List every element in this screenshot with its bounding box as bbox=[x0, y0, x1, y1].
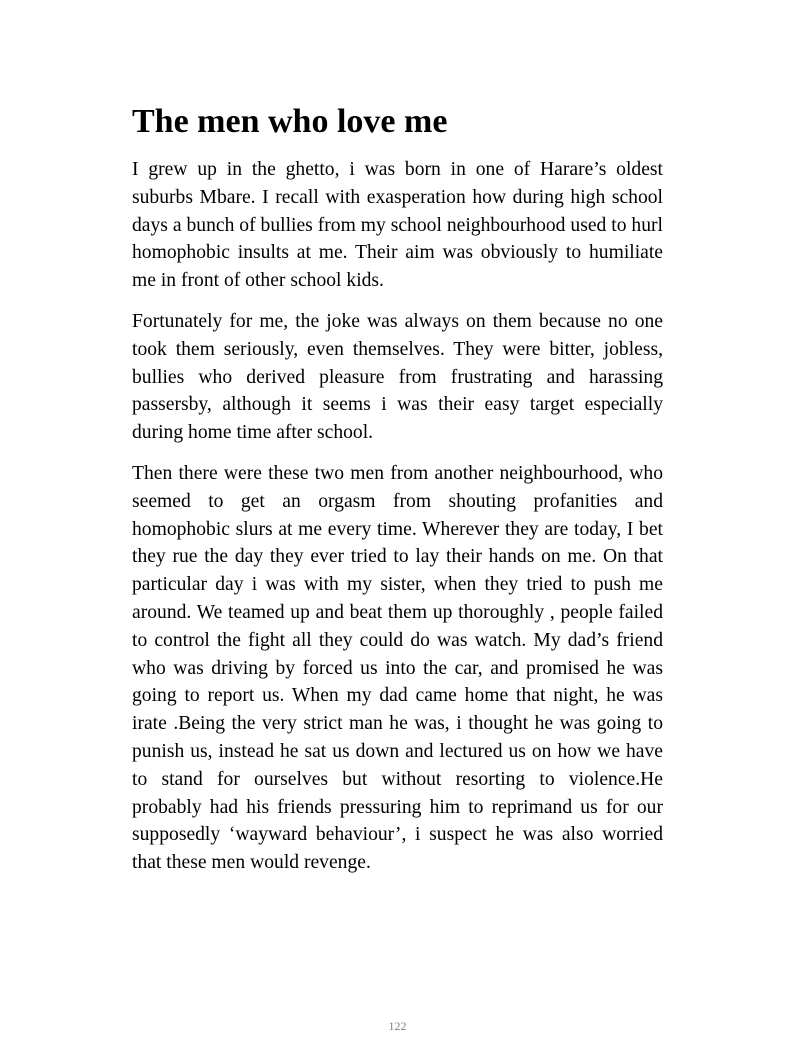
chapter-title: The men who love me bbox=[132, 103, 448, 140]
paragraph-2: Fortunately for me, the joke was always on them because no one took them seriously, even themselves. They were bitter, jobless, bullies who derived pleasure from frustrating and harassing passersby, although it seems i was their easy target especially during home time after school. bbox=[132, 310, 663, 444]
page-number: 122 bbox=[388, 1019, 407, 1033]
paragraph-3: Then there were these two men from another neighbourhood, who seemed to get an orgasm from shouting profanities and homophobic slurs at me every time. Wherever they are today, I bet they rue the day they ever tried to lay their hands on me. On that particular day i was with my sister, when they tried to push me around. We teamed up and beat them up thoroughly , people failed to control the fight all they could do was watch. My dad’s friend who was driving by forced us into the car, and promised he was going to report us. When my dad came home that night, he was irate .Being the very strict man he was, i thought he was going to punish us, instead he sat us down and lectured us on how we have to stand for ourselves but without resorting to violence.He probably had his friends pressuring him to reprimand us for our supposedly ‘wayward behaviour’, i suspect he was also worried that these men would revenge. bbox=[132, 462, 663, 874]
paragraph-1: I grew up in the ghetto, i was born in one of Harare’s oldest suburbs Mbare. I recall with exasperation how during high school days a bunch of bullies from my school neighbourhood used to hurl homophobic insults at me. Their aim was obviously to humiliate me in front of other school kids. bbox=[132, 159, 663, 292]
page-body bbox=[132, 100, 663, 890]
